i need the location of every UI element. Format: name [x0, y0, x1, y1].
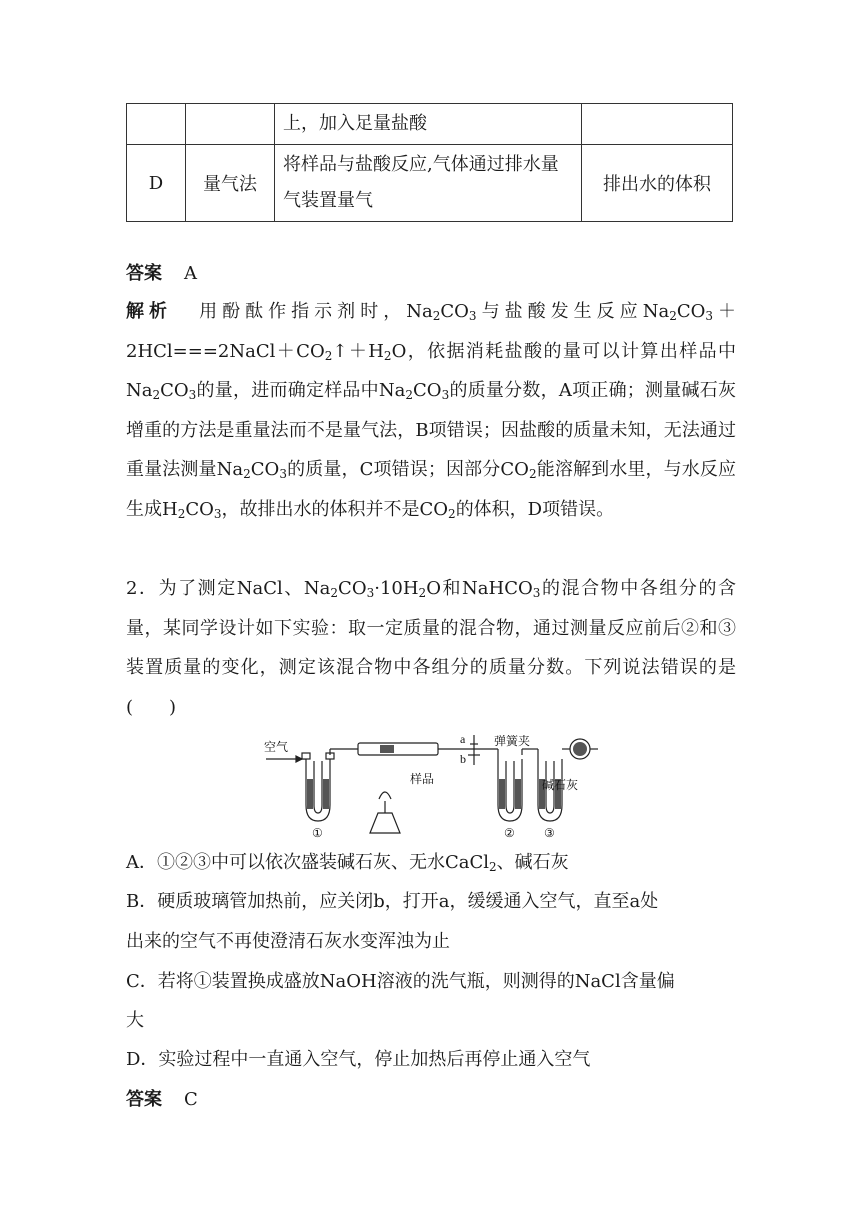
- question-text: 的混合物中各组分的含量，某同学设计如下实验：取一定质量的混合物，通过测量反应前后②和③装置质量的变化，测定该混合物中各组分的质量分数。下列说法错误的是( ): [126, 578, 736, 718]
- option-text: 、碱石灰: [496, 852, 569, 873]
- subscript: 2: [432, 309, 441, 323]
- label-air: 空气: [264, 740, 289, 754]
- label-b: b: [460, 752, 466, 766]
- question-text: O和NaHCO: [426, 578, 533, 599]
- subscript: 2: [324, 348, 333, 363]
- formula: Na: [406, 301, 433, 322]
- answer-value: C: [184, 1089, 198, 1110]
- table-row: [127, 145, 733, 222]
- label-sample: 样品: [410, 772, 435, 786]
- analysis-text: ↑＋H: [332, 340, 384, 362]
- formula: CO: [250, 459, 280, 480]
- option-b-line-1: B．硬质玻璃管加热前，应关闭b，打开a，缓缓通入空气，直至a处: [126, 891, 659, 912]
- packing: [307, 779, 313, 809]
- stopper: [302, 753, 310, 759]
- apparatus-diagram: [262, 735, 598, 841]
- label-clamp: 弹簧夹: [494, 735, 531, 748]
- option-c-line-1: C．若将①装置换成盛放NaOH溶液的洗气瓶，则测得的NaCl含量偏: [126, 971, 675, 992]
- packing: [499, 779, 505, 809]
- packing: [573, 742, 587, 756]
- analysis-text: O，依据消耗盐酸的量可以计算出样品中: [391, 340, 736, 362]
- subscript: 2: [489, 860, 497, 874]
- subscript: 2: [405, 388, 414, 402]
- formula: Na: [216, 459, 244, 480]
- formula: Na: [126, 380, 153, 401]
- label-1: ①: [312, 826, 323, 840]
- question-text: CO: [338, 578, 367, 599]
- subscript: 3: [441, 388, 450, 402]
- table-cell: [186, 104, 275, 145]
- table-cell: [127, 104, 186, 145]
- analysis-text: ，故排出水的体积并不是CO: [221, 498, 449, 520]
- answer-line-2: [126, 1080, 198, 1120]
- analysis-text: 用酚酞作指示剂时，: [194, 301, 407, 322]
- label-a: a: [460, 735, 466, 746]
- answer-line-1: [126, 254, 197, 294]
- label-soda-lime: 碱石灰: [542, 778, 579, 792]
- options-table: [126, 103, 733, 222]
- table-cell: 上，加入足量盐酸: [275, 104, 582, 145]
- analysis-text: 的质量分数，A项正确；测量碱石灰增重的方法是重量法而不是量气法，B项错误；因盐酸的质量未知，无法通过重量法测量: [126, 380, 736, 480]
- option-b-line-2: 出来的空气不再使澄清石灰水变浑浊为止: [126, 931, 450, 952]
- flame: [379, 792, 391, 799]
- subscript: 2: [177, 506, 186, 521]
- option-a: [126, 843, 569, 883]
- spirit-lamp: [370, 813, 400, 833]
- packing: [323, 779, 329, 809]
- analysis-label: 解析: [126, 301, 173, 322]
- formula: Na: [642, 301, 670, 322]
- formula: CO: [413, 380, 442, 401]
- label-3: ③: [544, 826, 555, 840]
- subscript: 2: [330, 586, 339, 600]
- subscript: 3: [188, 388, 197, 402]
- question-2-stem: [126, 569, 736, 727]
- formula: CO: [160, 380, 189, 401]
- analysis-text: 的量，进而确定样品中: [196, 380, 379, 401]
- subscript: 3: [213, 506, 222, 521]
- subscript: 3: [705, 309, 713, 323]
- option-text: A．①②③中可以依次盛装碱石灰、无水CaCl: [126, 852, 490, 873]
- analysis-text: 能溶解到水里，与水反应生成H: [126, 459, 736, 520]
- packing: [307, 742, 587, 809]
- answer-value: A: [184, 263, 197, 284]
- subscript: 3: [468, 309, 477, 323]
- question-text: ·10H: [374, 578, 419, 599]
- analysis-text: 的体积，D项错误。: [455, 498, 615, 520]
- analysis-text: 与盐酸发生反应: [476, 301, 643, 322]
- subscript: 3: [532, 586, 541, 600]
- subscript: 2: [418, 586, 427, 600]
- u-tube-2-inner: [506, 761, 514, 813]
- subscript: 3: [366, 586, 375, 600]
- hard-glass-tube: [358, 743, 438, 755]
- answer-label: 答案: [126, 263, 162, 284]
- analysis-text: 2HCl===2NaCl＋CO: [126, 340, 325, 362]
- subscript: 2: [243, 467, 251, 481]
- analysis-text: ＋: [713, 301, 737, 322]
- subscript: 2: [448, 506, 456, 521]
- formula: CO: [440, 301, 469, 322]
- table-cell-option: D: [127, 145, 186, 222]
- table-row: [127, 104, 733, 145]
- option-c-line-2: 大: [126, 1010, 144, 1031]
- answer-label: 答案: [126, 1089, 162, 1110]
- subscript: 2: [383, 348, 392, 363]
- option-d: D．实验过程中一直通入空气，停止加热后再停止通入空气: [126, 1049, 591, 1070]
- subscript: 3: [279, 467, 287, 481]
- analysis-text: CO: [185, 498, 214, 520]
- table-cell: [582, 104, 733, 145]
- table-cell-procedure: 将样品与盐酸反应,气体通过排水量气装置量气: [275, 145, 582, 222]
- question-text: 2．为了测定NaCl、Na: [126, 578, 331, 599]
- subscript: 2: [669, 309, 677, 323]
- table-cell-method: 量气法: [186, 145, 275, 222]
- subscript: 2: [152, 388, 161, 402]
- analysis-paragraph: [126, 292, 736, 529]
- formula: CO: [676, 301, 706, 322]
- formula: Na: [378, 380, 406, 401]
- subscript: 2: [528, 467, 537, 481]
- table-cell-measurement: 排出水的体积: [582, 145, 733, 222]
- sample-packing: [380, 745, 394, 753]
- u-tube-1-inner: [314, 761, 322, 813]
- analysis-text: 的质量，C项错误；因部分CO: [286, 459, 529, 480]
- label-2: ②: [504, 826, 515, 840]
- packing: [515, 779, 521, 809]
